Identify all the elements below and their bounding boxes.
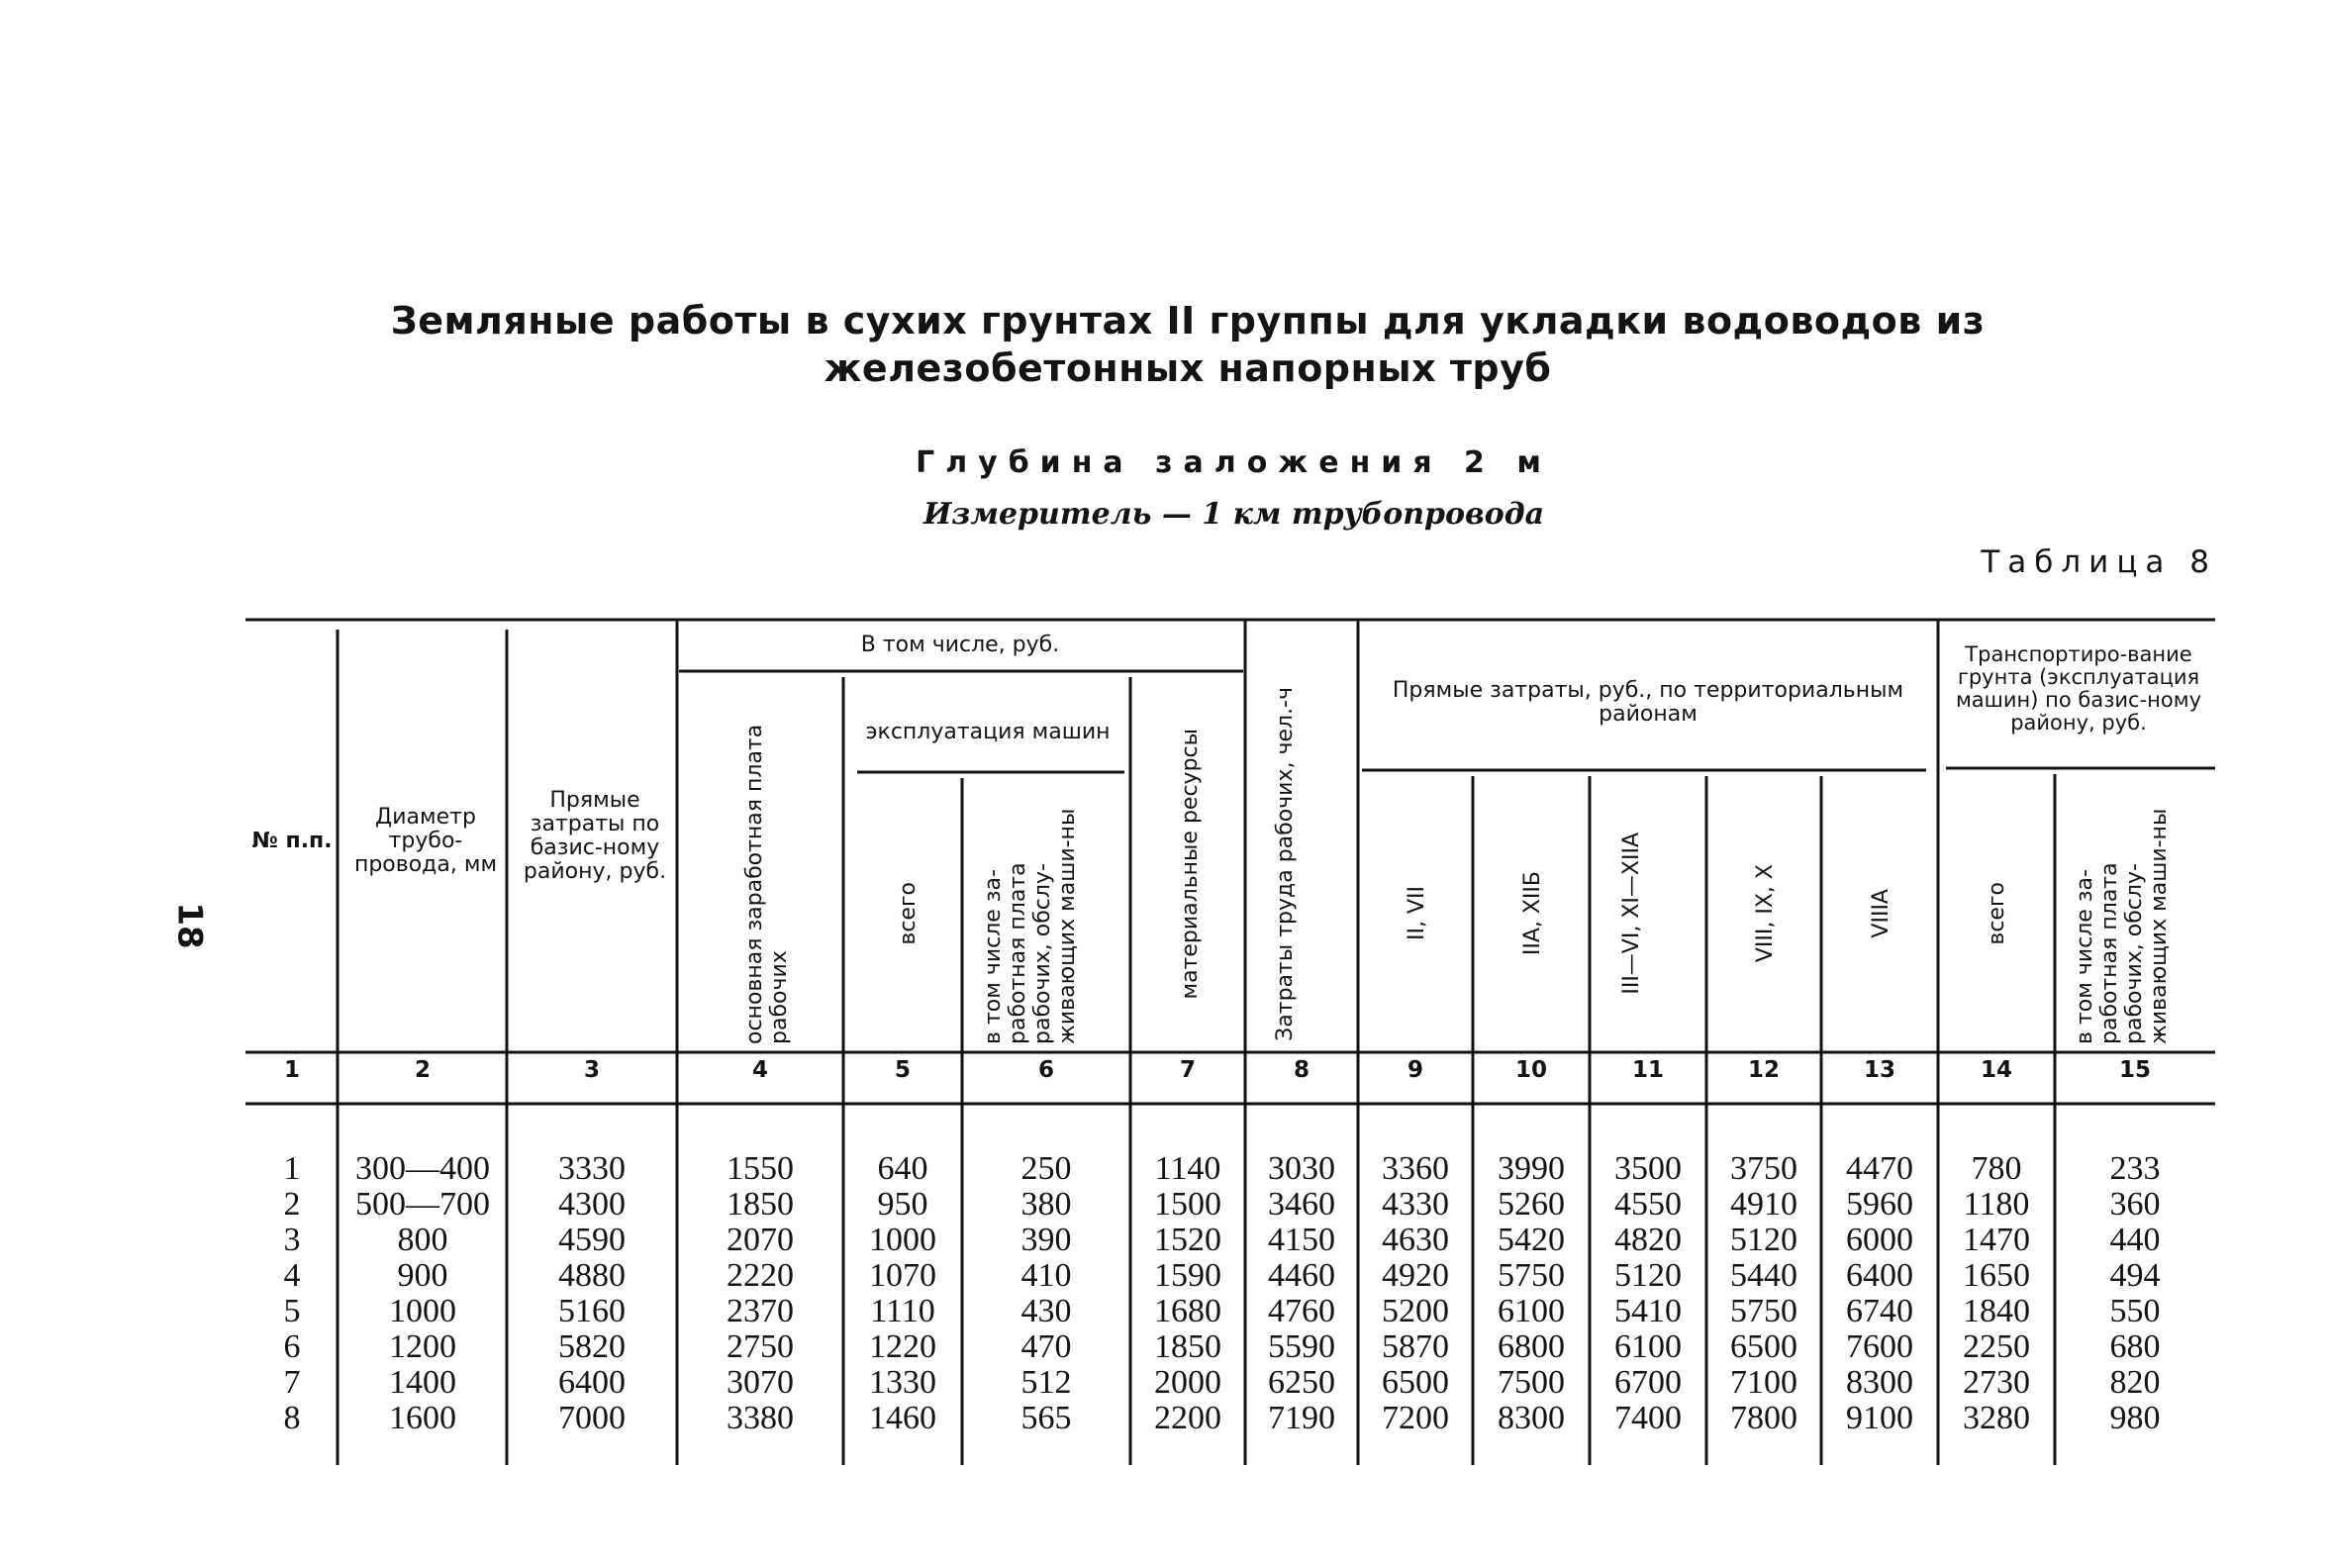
table-cell: 2220 (727, 1257, 794, 1294)
measurement-unit: Измеритель — 1 км трубопровода (922, 497, 1545, 532)
table-cell: 1600 (389, 1400, 456, 1436)
table-cell: 680 (2109, 1328, 2161, 1365)
col-number: 7 (1179, 1057, 1196, 1083)
table-column-5 (843, 1151, 962, 1436)
table-cell: 1400 (389, 1364, 456, 1401)
table-cell: 7800 (1730, 1400, 1797, 1436)
header-tr-total-text: всего (1984, 881, 2009, 945)
header-num: № п.п. (251, 829, 333, 853)
header-expl-total-text: всего (895, 881, 921, 945)
table-cell: 2250 (1963, 1328, 2030, 1365)
table-cell: 430 (1020, 1293, 1072, 1329)
col-number: 4 (751, 1057, 768, 1083)
table-column-3 (507, 1151, 677, 1436)
table-cell: 5260 (1498, 1186, 1565, 1223)
table-cell: 4460 (1268, 1257, 1335, 1294)
table-cell: 1840 (1963, 1293, 2030, 1329)
header-region-1-text: II, VII (1404, 886, 1429, 940)
table-cell: 7500 (1498, 1364, 1565, 1401)
header-wage-text: основная заработная плата рабочих (742, 724, 792, 1044)
col-number: 10 (1514, 1057, 1547, 1083)
table-cell: 7100 (1730, 1364, 1797, 1401)
table-cell: 1140 (1154, 1150, 1221, 1187)
col-number: 12 (1747, 1057, 1780, 1083)
table-cell: 3280 (1963, 1400, 2030, 1436)
header-diameter: Диаметр трубо-провода, мм (353, 805, 498, 877)
header-wage (713, 693, 822, 1044)
table-cell: 6800 (1498, 1328, 1565, 1365)
table-cell: 4470 (1846, 1150, 1913, 1187)
table-cell: 2 (283, 1186, 301, 1223)
table-cell: 2000 (1154, 1364, 1221, 1401)
table-cell: 6400 (558, 1364, 626, 1401)
table-cell: 1110 (870, 1293, 935, 1329)
header-transport-group: Транспортиро-вание грунта (эксплуатация машин) по базис-ному району, руб. (1955, 642, 2202, 735)
table-cell: 7000 (558, 1400, 626, 1436)
table-column-8 (1245, 1151, 1358, 1436)
table-cell: 380 (1020, 1186, 1072, 1223)
col-number: 1 (283, 1057, 300, 1083)
col-number: 3 (583, 1057, 600, 1083)
table-cell: 1680 (1154, 1293, 1221, 1329)
table-cell: 3990 (1498, 1150, 1565, 1187)
header-expl-wage-text: в том числе за-работная плата рабочих, обслу-живающих маши-ны (981, 808, 1080, 1044)
table-column-6 (962, 1151, 1130, 1436)
col-number: 11 (1631, 1057, 1664, 1083)
table-label: Таблица 8 (1981, 544, 2217, 580)
table-cell: 3500 (1614, 1150, 1682, 1187)
table-cell: 3750 (1730, 1150, 1797, 1187)
table-cell: 5960 (1846, 1186, 1913, 1223)
table-cell: 250 (1020, 1150, 1072, 1187)
table-cell: 4550 (1614, 1186, 1682, 1223)
table-cell: 4760 (1268, 1293, 1335, 1329)
col-number: 13 (1863, 1057, 1895, 1083)
table-cell: 5590 (1268, 1328, 1335, 1365)
col-number: 15 (2118, 1057, 2151, 1083)
table-cell: 4820 (1614, 1222, 1682, 1258)
table-cell: 6100 (1614, 1328, 1682, 1365)
table-cell: 4590 (558, 1222, 626, 1258)
table-cell: 3 (283, 1222, 301, 1258)
table-cell: 470 (1020, 1328, 1072, 1365)
header-region-4-text: VIII, IX, X (1752, 863, 1778, 963)
header-materials-text: материальные ресурсы (1178, 728, 1203, 1000)
table-cell: 7600 (1846, 1328, 1913, 1365)
table-cell: 3070 (727, 1364, 794, 1401)
table-cell: 4330 (1382, 1186, 1449, 1223)
table-cell: 1330 (869, 1364, 936, 1401)
header-expl-wage (966, 782, 1124, 1044)
table-cell: 5120 (1730, 1222, 1797, 1258)
table-cell: 5870 (1382, 1328, 1449, 1365)
table-cell: 6250 (1268, 1364, 1335, 1401)
table-cell: 1220 (869, 1328, 936, 1365)
header-region-1 (1364, 782, 1469, 1044)
table-cell: 4880 (558, 1257, 626, 1294)
table-cell: 5750 (1730, 1293, 1797, 1329)
table-cell: 1000 (869, 1222, 936, 1258)
table-cell: 3030 (1268, 1150, 1335, 1187)
header-tr-wage-text: в том числе за-работная плата рабочих, обслу-живающих маши-ны (2073, 808, 2172, 1044)
table-cell: 550 (2109, 1293, 2161, 1329)
table-cell: 3330 (558, 1150, 626, 1187)
table-cell: 1520 (1154, 1222, 1221, 1258)
table-cell: 233 (2109, 1150, 2161, 1187)
table-cell: 6500 (1730, 1328, 1797, 1365)
table-cell: 8 (283, 1400, 301, 1436)
table-cell: 512 (1020, 1364, 1072, 1401)
table-cell: 5200 (1382, 1293, 1449, 1329)
table-cell: 900 (397, 1257, 448, 1294)
table-cell: 2750 (727, 1328, 794, 1365)
table-cell: 7 (283, 1364, 301, 1401)
col-number: 6 (1037, 1057, 1054, 1083)
table-cell: 3360 (1382, 1150, 1449, 1187)
table-cell: 6 (283, 1328, 301, 1365)
table-cell: 6740 (1846, 1293, 1913, 1329)
table-cell: 4920 (1382, 1257, 1449, 1294)
header-region-2 (1479, 782, 1586, 1044)
table-cell: 6100 (1498, 1293, 1565, 1329)
table-cell: 360 (2109, 1186, 2161, 1223)
header-region-4 (1712, 782, 1817, 1044)
table-cell: 440 (2109, 1222, 2161, 1258)
table-cell: 5820 (558, 1328, 626, 1365)
col-number: 2 (414, 1057, 431, 1083)
table-column-10 (1473, 1151, 1590, 1436)
header-exploitation: эксплуатация машин (865, 720, 1111, 744)
table-cell: 4300 (558, 1186, 626, 1223)
header-incl-group: В том числе, руб. (860, 633, 1060, 657)
table-cell: 1650 (1963, 1257, 2030, 1294)
table-cell: 5160 (558, 1293, 626, 1329)
table-cell: 1470 (1963, 1222, 2030, 1258)
table-column-14 (1938, 1151, 2055, 1436)
header-region-3 (1596, 782, 1702, 1044)
table-cell: 500—700 (355, 1186, 490, 1223)
table-cell: 2730 (1963, 1364, 2030, 1401)
table-cell: 2070 (727, 1222, 794, 1258)
table-column-2 (339, 1151, 507, 1436)
table-column-11 (1590, 1151, 1706, 1436)
table-cell: 300—400 (355, 1150, 490, 1187)
table-cell: 7400 (1614, 1400, 1682, 1436)
col-number: 5 (894, 1057, 911, 1083)
table-cell: 4910 (1730, 1186, 1797, 1223)
table-cell: 7190 (1268, 1400, 1335, 1436)
table-cell: 5 (283, 1293, 301, 1329)
table-cell: 4630 (1382, 1222, 1449, 1258)
table-cell: 1000 (389, 1293, 456, 1329)
table-cell: 780 (1971, 1150, 2022, 1187)
table-column-1 (247, 1151, 337, 1436)
table-cell: 1500 (1154, 1186, 1221, 1223)
table-cell: 800 (397, 1222, 448, 1258)
table-cell: 1070 (869, 1257, 936, 1294)
table-cell: 2370 (727, 1293, 794, 1329)
header-expl-total (863, 782, 952, 1044)
table-column-12 (1706, 1151, 1821, 1436)
table-column-15 (2055, 1151, 2215, 1436)
table-cell: 950 (877, 1186, 928, 1223)
header-region-5 (1827, 782, 1934, 1044)
col-number: 9 (1407, 1057, 1423, 1083)
table-cell: 3460 (1268, 1186, 1335, 1223)
table-cell: 7200 (1382, 1400, 1449, 1436)
header-region-5-text: VIIIА (1868, 888, 1893, 938)
header-labor-text: Затраты труда рабочих, чел.-ч (1273, 686, 1298, 1041)
table-cell: 5410 (1614, 1293, 1682, 1329)
table-cell: 8300 (1498, 1400, 1565, 1436)
header-regional-group: Прямые затраты, руб., по территориальным районам (1392, 678, 1904, 727)
table-cell: 640 (877, 1150, 928, 1187)
table-column-13 (1821, 1151, 1938, 1436)
table-cell: 5420 (1498, 1222, 1565, 1258)
table-column-7 (1130, 1151, 1245, 1436)
page-number: 18 (169, 902, 210, 949)
table-cell: 390 (1020, 1222, 1072, 1258)
table-cell: 1460 (869, 1400, 936, 1436)
table-cell: 2200 (1154, 1400, 1221, 1436)
table-column-4 (677, 1151, 843, 1436)
table-cell: 1590 (1154, 1257, 1221, 1294)
header-labor (1249, 683, 1356, 1044)
table-cell: 6700 (1614, 1364, 1682, 1401)
table-cell: 5120 (1614, 1257, 1682, 1294)
table-cell: 3380 (727, 1400, 794, 1436)
table-cell: 1850 (1154, 1328, 1221, 1365)
table-cell: 9100 (1846, 1400, 1913, 1436)
col-number: 14 (1980, 1057, 2012, 1083)
table-cell: 980 (2109, 1400, 2161, 1436)
table-cell: 1200 (389, 1328, 456, 1365)
table-cell: 6000 (1846, 1222, 1913, 1258)
table-cell: 1 (283, 1150, 301, 1187)
table-cell: 494 (2109, 1257, 2161, 1294)
table-cell: 1850 (727, 1186, 794, 1223)
table-cell: 6500 (1382, 1364, 1449, 1401)
table-cell: 820 (2109, 1364, 2161, 1401)
table-column-9 (1358, 1151, 1473, 1436)
header-tr-total (1942, 782, 2051, 1044)
header-region-3-text: III—VI, XI—XIIА (1619, 832, 1644, 995)
header-direct-base: Прямые затраты по базис-ному району, руб. (523, 788, 667, 884)
page-title: Земляные работы в сухих грунтах II группы для укладки водоводов из железобетонных напорных труб (390, 299, 1986, 390)
table-cell: 1180 (1963, 1186, 2030, 1223)
table-cell: 8300 (1846, 1364, 1913, 1401)
table-cell: 6400 (1846, 1257, 1913, 1294)
header-region-2-text: IIА, XIIБ (1519, 870, 1545, 956)
table-cell: 410 (1020, 1257, 1072, 1294)
header-materials (1138, 683, 1242, 1044)
table-cell: 1550 (727, 1150, 794, 1187)
depth-subtitle: Глубина заложения 2 м (916, 445, 1552, 480)
table-cell: 565 (1020, 1400, 1072, 1436)
header-tr-wage (2059, 772, 2215, 1044)
table-cell: 5440 (1730, 1257, 1797, 1294)
table-cell: 4150 (1268, 1222, 1335, 1258)
col-number: 8 (1293, 1057, 1310, 1083)
table-cell: 4 (283, 1257, 301, 1294)
table-cell: 5750 (1498, 1257, 1565, 1294)
